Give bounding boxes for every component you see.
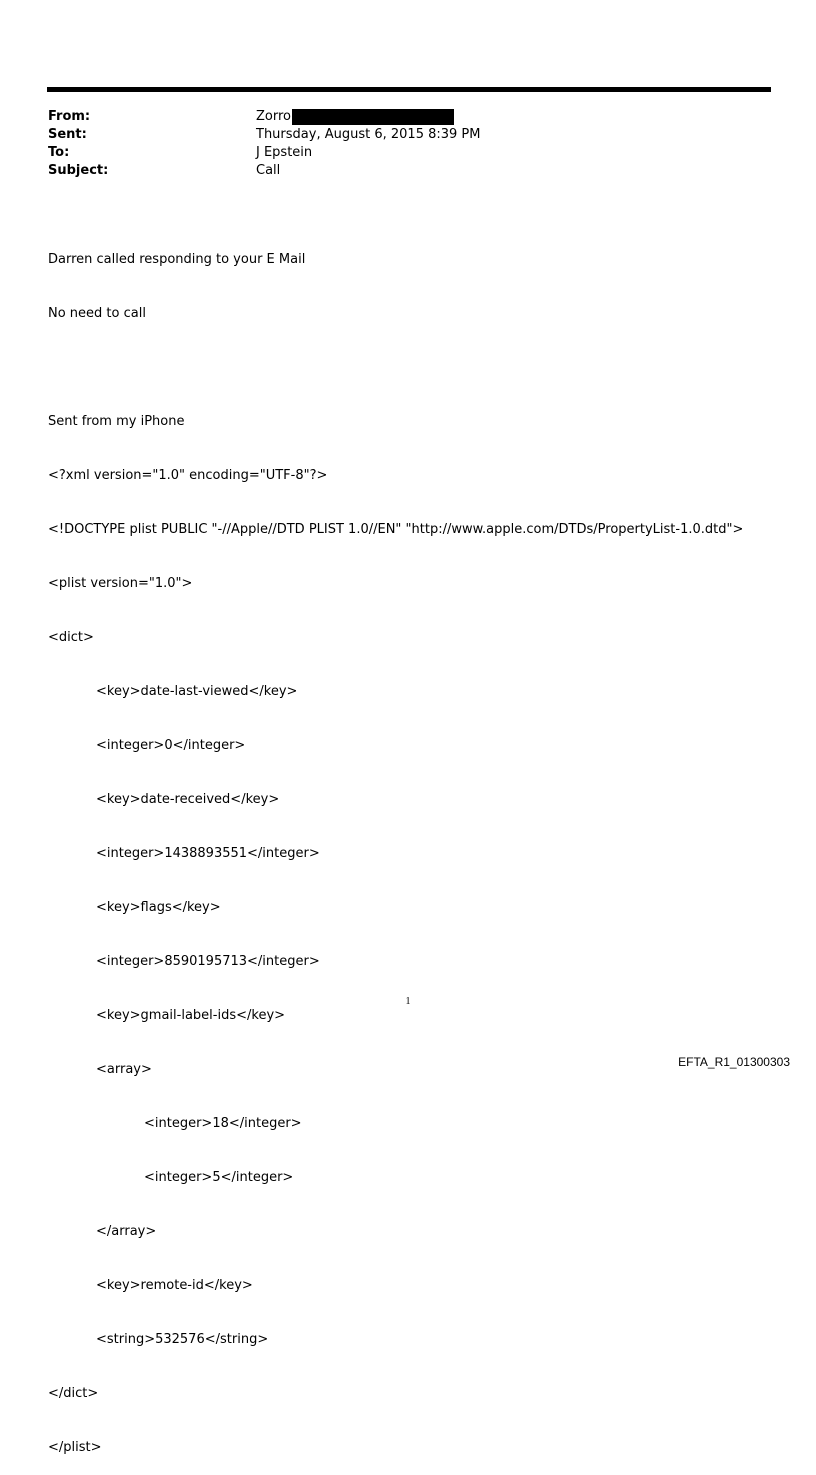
redaction-box (292, 109, 454, 125)
sent-row (48, 126, 480, 144)
plist-line: <integer>18</integer> (144, 1116, 302, 1131)
plist-line: <string>532576</string> (96, 1332, 269, 1347)
page-number: 1 (405, 996, 411, 1007)
sent-value: Thursday, August 6, 2015 8:39 PM (256, 127, 481, 142)
plist-line: <plist version="1.0"> (48, 576, 193, 591)
email-body (48, 215, 743, 1475)
to-row (48, 144, 480, 162)
to-value: J Epstein (256, 145, 313, 160)
from-name: Zorro (256, 109, 291, 124)
plist-line: <!DOCTYPE plist PUBLIC "-//Apple//DTD PLIST 1.0//EN" "http://www.apple.com/DTDs/PropertyList-1.0.dtd"> (48, 522, 744, 537)
plist-line: <dict> (48, 630, 94, 645)
plist-line: <?xml version="1.0" encoding="UTF-8"?> (48, 468, 328, 483)
signature-line: Sent from my iPhone (48, 414, 185, 429)
subject-label: Subject: (48, 163, 109, 178)
header-rule (47, 87, 771, 92)
plist-line: </dict> (48, 1386, 99, 1401)
plist-line: <key>date-received</key> (96, 792, 280, 807)
plist-line: </array> (96, 1224, 157, 1239)
subject-row (48, 162, 480, 180)
from-value (256, 108, 454, 126)
plist-line: <key>flags</key> (96, 900, 221, 915)
plist-line: <integer>8590195713</integer> (96, 954, 320, 969)
plist-line: </plist> (48, 1440, 102, 1455)
body-line: No need to call (48, 306, 146, 321)
plist-line: <key>date-last-viewed</key> (96, 684, 298, 699)
to-label: To: (48, 145, 70, 160)
sent-label: Sent: (48, 127, 87, 142)
plist-line: <integer>0</integer> (96, 738, 246, 753)
paragraph-gap (48, 359, 743, 377)
subject-value: Call (256, 163, 281, 178)
email-header (48, 108, 480, 180)
from-label: From: (48, 109, 91, 124)
plist-line: <integer>1438893551</integer> (96, 846, 320, 861)
body-line: Darren called responding to your E Mail (48, 252, 306, 267)
plist-line: <key>gmail-label-ids</key> (96, 1008, 286, 1023)
plist-line: <array> (96, 1062, 152, 1077)
from-row (48, 108, 480, 126)
document-id: EFTA_R1_01300303 (678, 1055, 790, 1069)
plist-line: <integer>5</integer> (144, 1170, 294, 1185)
plist-line: <key>remote-id</key> (96, 1278, 253, 1293)
